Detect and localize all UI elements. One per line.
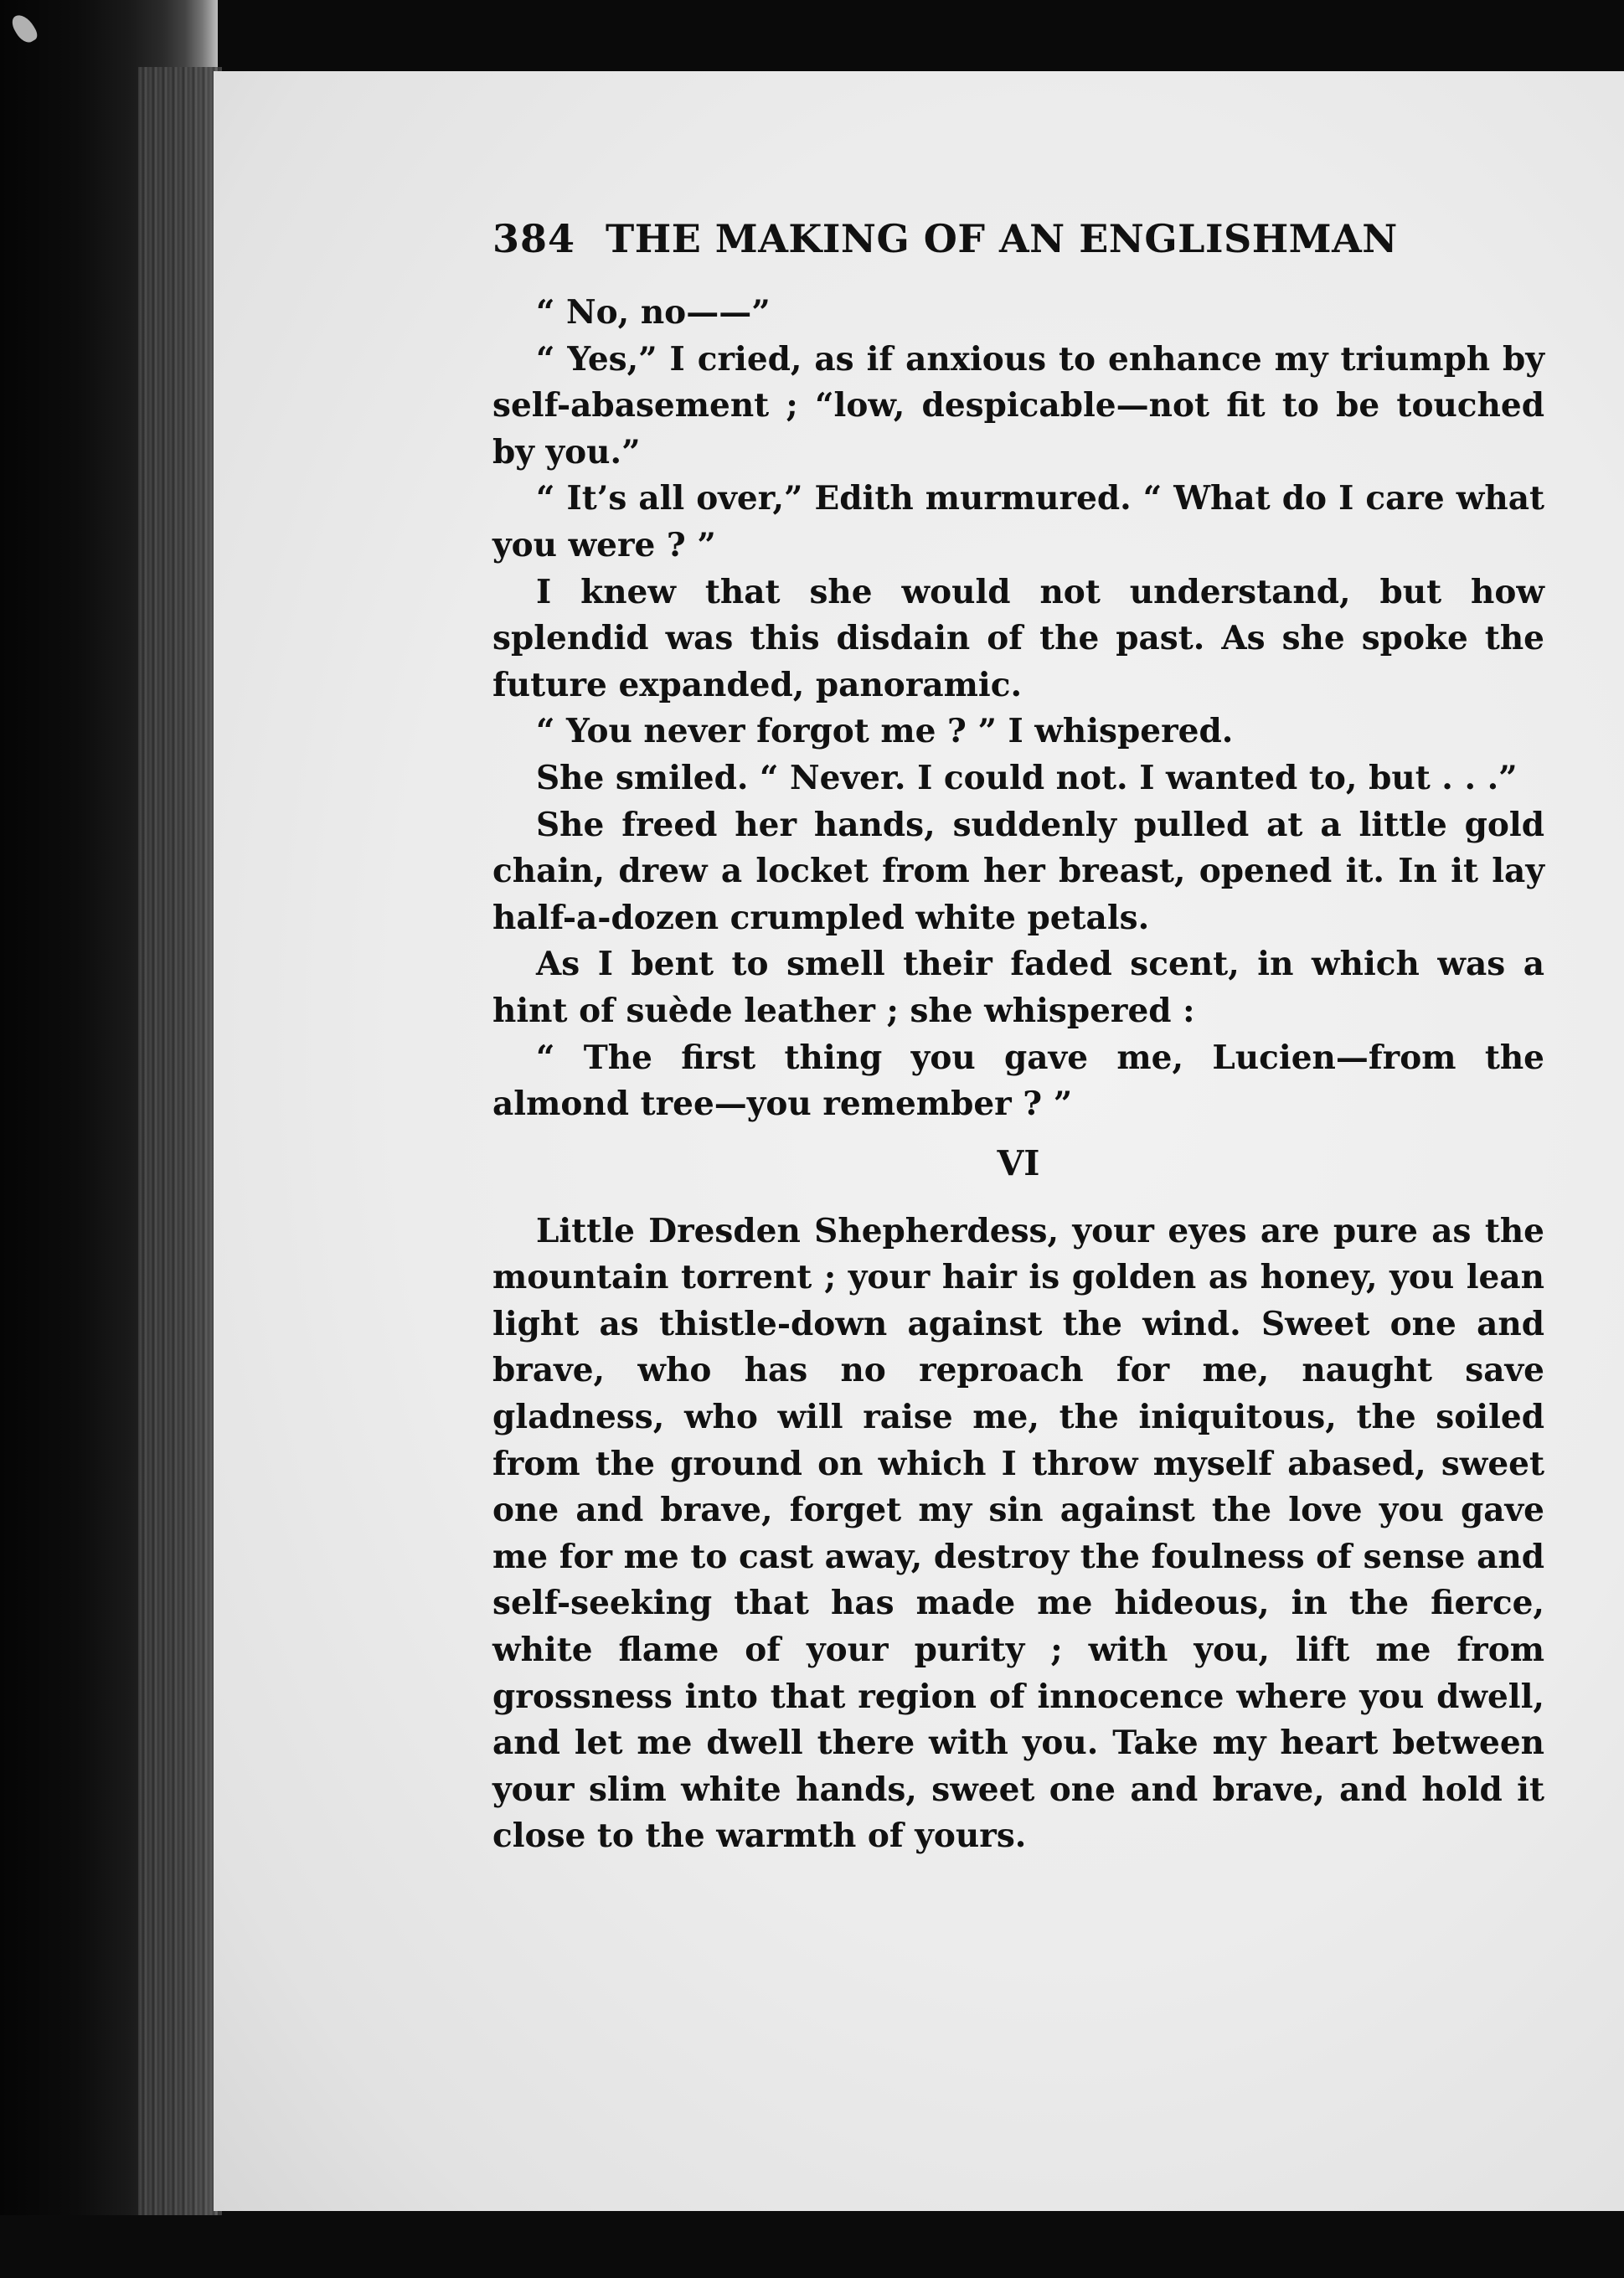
paragraph-2: “ Yes,” I cried, as if anxious to enhance my triumph by self-abasement ; “low, despicable—not fit to be touched by you.” (492, 339, 1544, 472)
paragraph-4: I knew that she would not understand, but how splendid was this disdain of the past. As she spoke the future expanded, panoramic. (492, 572, 1544, 704)
paragraph-7: She freed her hands, suddenly pulled at a little gold chain, drew a locket from her breast, opened it. In it lay half-a-dozen crumpled white petals. (492, 805, 1544, 937)
page-edges (138, 67, 222, 2244)
running-head: THE MAKING OF AN ENGLISHMAN (606, 216, 1398, 261)
paragraph-6: She smiled. “ Never. I could not. I wanted to, but . . .” (536, 758, 1518, 797)
paragraph-8: As I bent to smell their faded scent, in which was a hint of suède leather ; she whispered : (492, 945, 1544, 1030)
paragraph-5: “ You never forgot me ? ” I whispered. (536, 712, 1234, 751)
paragraph-3: “ It’s all over,” Edith murmured. “ What do I care what you were ? ” (492, 479, 1544, 564)
paragraph-9: “ The first thing you gave me, Lucien—from the almond tree—you remember ? ” (492, 1038, 1544, 1124)
section-heading: VI (997, 1142, 1040, 1183)
page-text-block (492, 216, 1544, 1860)
page-header (492, 216, 1544, 275)
paragraph-1: “ No, no——” (536, 293, 771, 332)
section-paragraph: Little Dresden Shepherdess, your eyes are pure as the mountain torrent ; your hair is golden as honey, you lean light as thistle-down against the wind. Sweet one and brave, who has no reproach for me, naught save gladness, who will raise me, the iniquitous, the soiled from the ground on which I throw myself abased, sweet one and brave, forget my sin against the love you gave me for me to cast away, destroy the foulness of sense and self-seeking that has made me hideous, in the fierce, white flame of your purity ; with you, lift me from grossness into that region of innocence where you dwell, and let me dwell there with you. Take my heart between your slim white hands, sweet one and brave, and hold it close to the warmth of yours. (492, 1211, 1544, 1856)
scan-top-border (0, 0, 1624, 75)
page-number: 384 (492, 216, 576, 261)
scan-bottom-border (0, 2215, 1624, 2278)
